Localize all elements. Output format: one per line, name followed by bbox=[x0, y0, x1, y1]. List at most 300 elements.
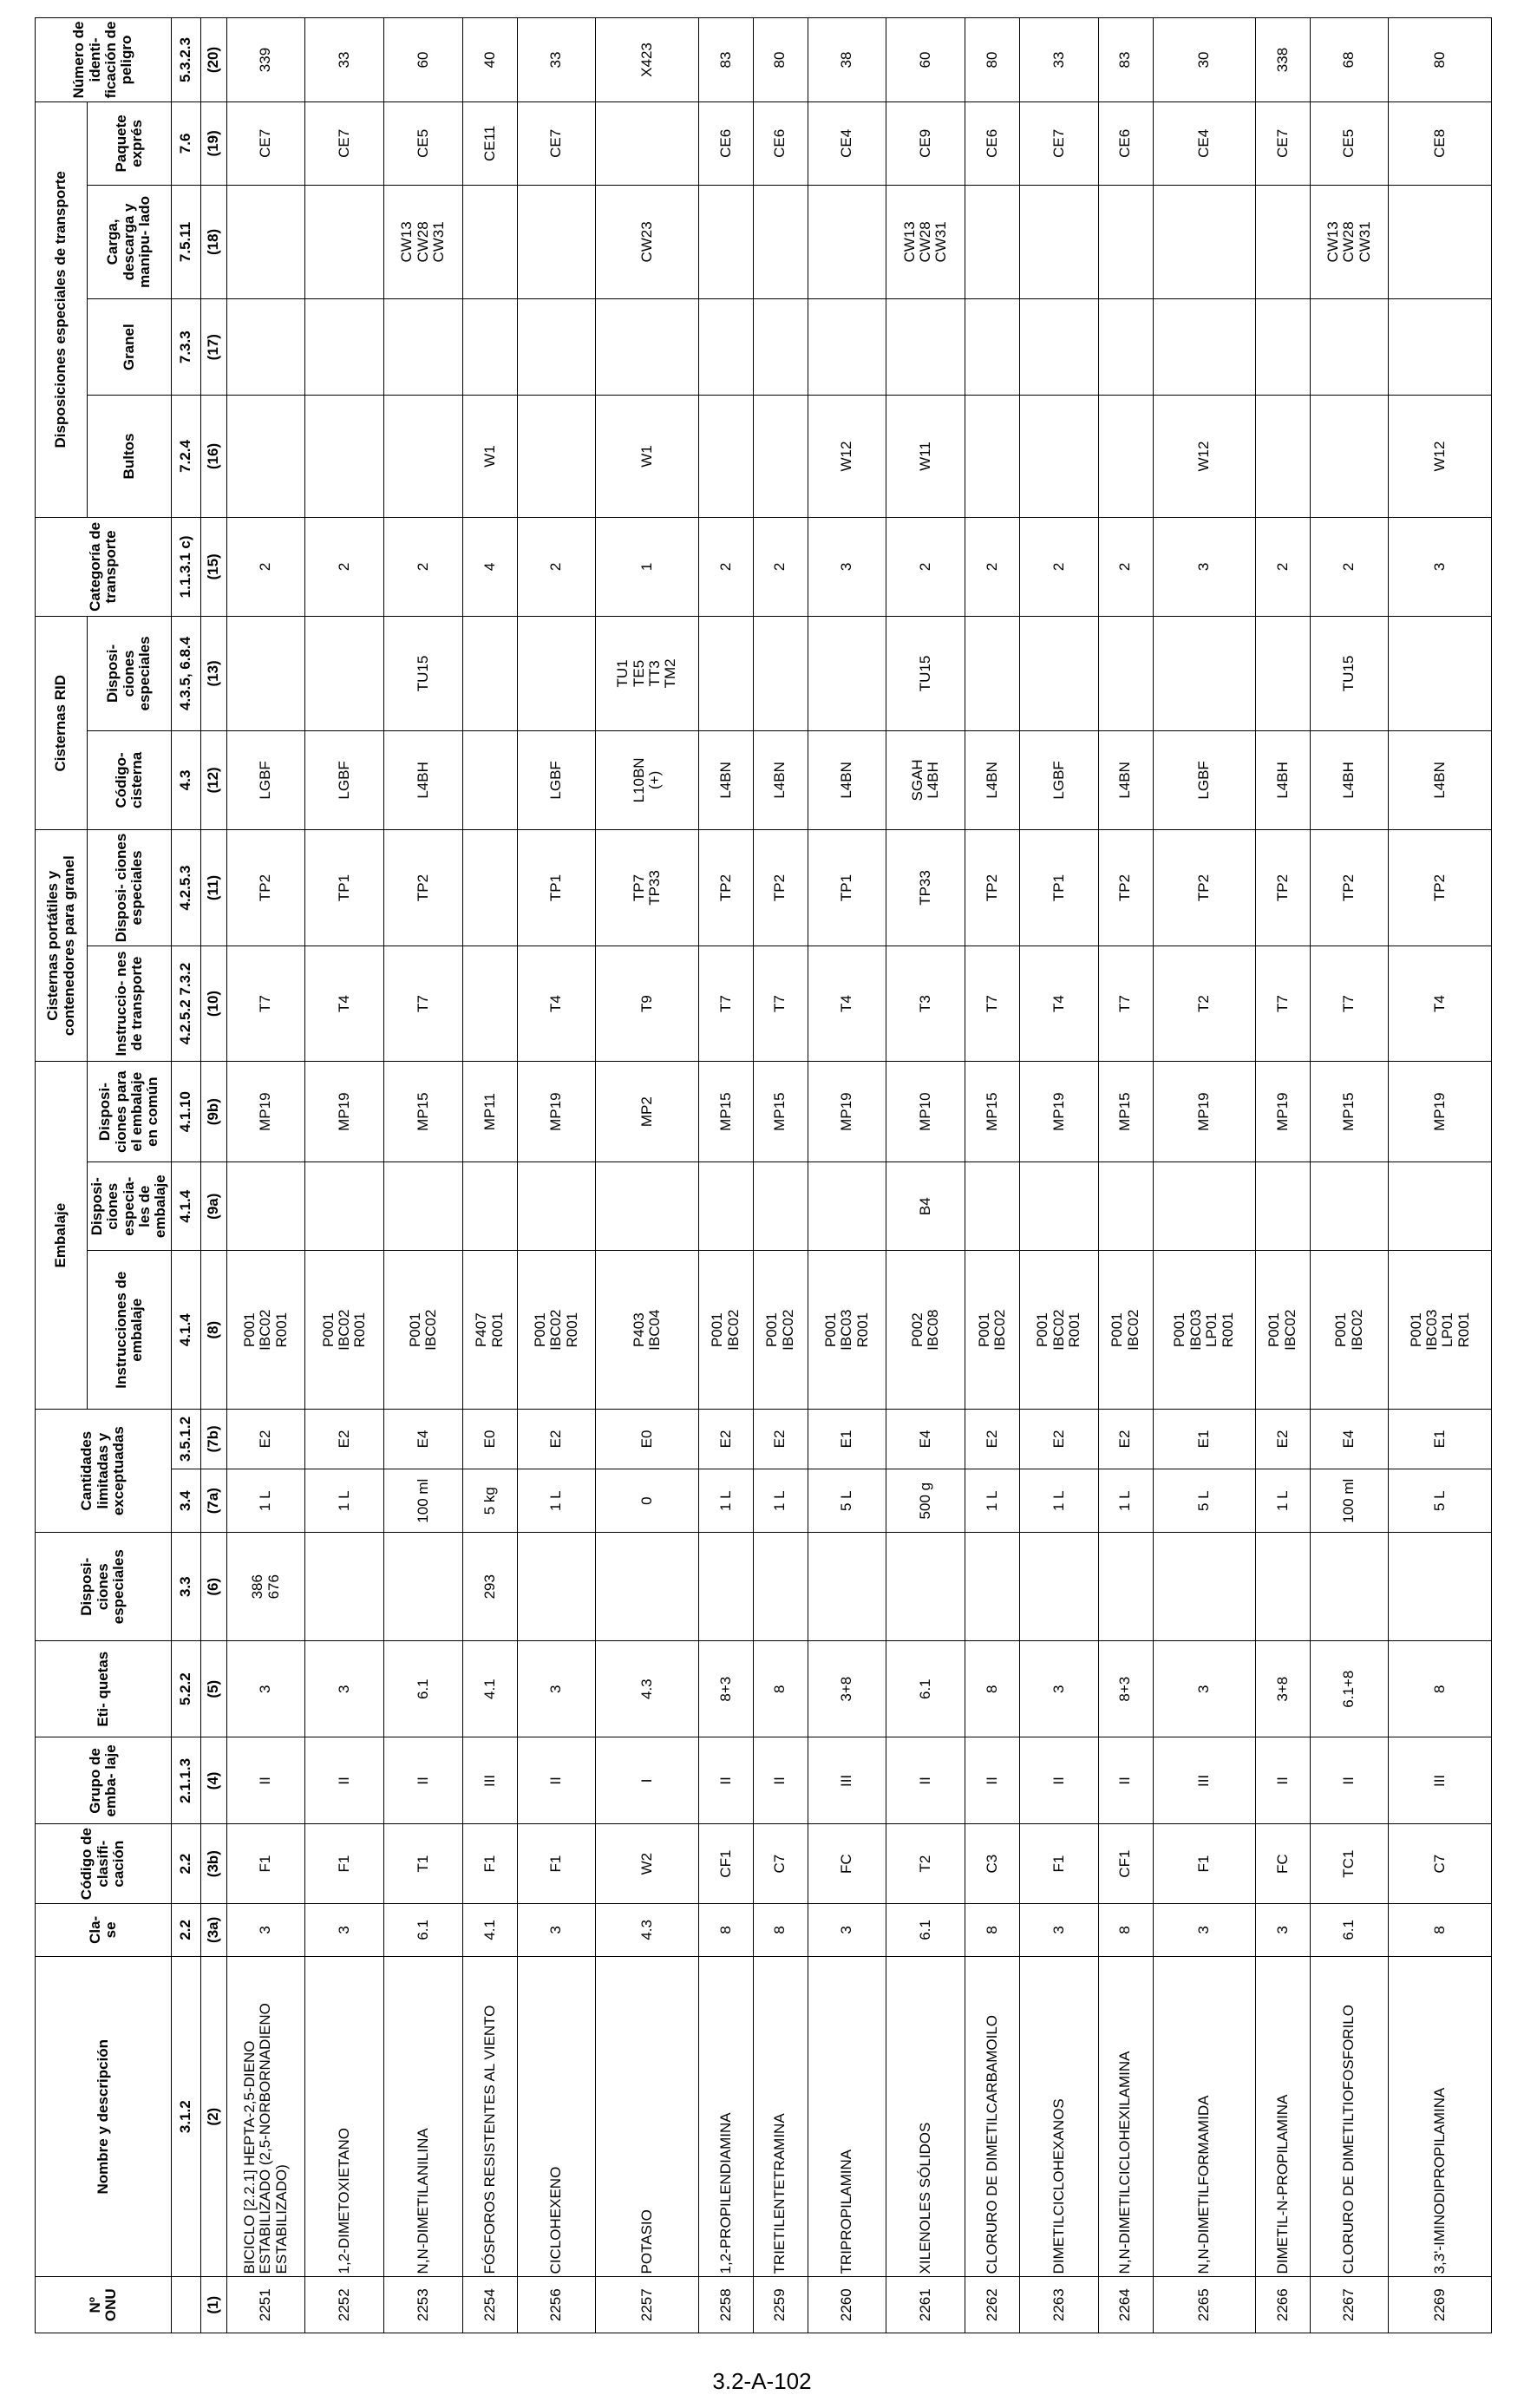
table-cell: E2 bbox=[1098, 1409, 1153, 1469]
table-cell bbox=[1310, 396, 1389, 517]
table-cell: 2 bbox=[1255, 517, 1310, 617]
table-cell: CE11 bbox=[462, 101, 517, 185]
column-number-cell: (3a) bbox=[200, 1903, 226, 1956]
table-cell: 2 bbox=[1019, 517, 1098, 617]
table-cell: X423 bbox=[596, 18, 698, 102]
table-cell: TP1 bbox=[808, 830, 886, 946]
table-cell: III bbox=[1389, 1737, 1492, 1824]
ref-cell: 7.5.11 bbox=[171, 185, 200, 298]
table-cell: F1 bbox=[517, 1824, 596, 1903]
table-cell: 33 bbox=[1019, 18, 1098, 102]
table-cell: 4 bbox=[462, 517, 517, 617]
ref-cell: 1.1.3.1 c) bbox=[171, 517, 200, 617]
table-cell bbox=[808, 617, 886, 730]
table-cell bbox=[965, 1533, 1019, 1641]
table-cell bbox=[462, 185, 517, 298]
table-cell: TU1 TE5 TT3 TM2 bbox=[596, 617, 698, 730]
table-cell: MP19 bbox=[305, 1062, 384, 1162]
table-cell: 2261 bbox=[886, 2277, 965, 2333]
table-cell bbox=[462, 617, 517, 730]
column-number-cell: (15) bbox=[200, 517, 226, 617]
table-cell: TP2 bbox=[384, 830, 463, 946]
table-cell: P001 IBC02 R001 bbox=[305, 1251, 384, 1410]
table-cell: 6.1 bbox=[1310, 1903, 1389, 1956]
table-cell: CW13 CW28 CW31 bbox=[886, 185, 965, 298]
table-cell: 3 bbox=[517, 1903, 596, 1956]
table-cell: E4 bbox=[1310, 1409, 1389, 1469]
table-cell: T7 bbox=[1310, 946, 1389, 1062]
table-cell: CE9 bbox=[886, 101, 965, 185]
table-cell: 6.1 bbox=[384, 1903, 463, 1956]
table-cell: CE8 bbox=[1389, 101, 1492, 185]
table-cell: 8 bbox=[1389, 1641, 1492, 1737]
table-cell: LGBF bbox=[226, 730, 305, 830]
table-cell: P001 IBC02 R001 bbox=[1019, 1251, 1098, 1410]
table-cell: 3+8 bbox=[1255, 1641, 1310, 1737]
table-cell: 8+3 bbox=[1098, 1641, 1153, 1737]
table-cell: E4 bbox=[384, 1409, 463, 1469]
table-cell bbox=[808, 1533, 886, 1641]
ref-cell: 2.2 bbox=[171, 1824, 200, 1903]
table-cell: CE7 bbox=[1255, 101, 1310, 185]
table-cell: LGBF bbox=[305, 730, 384, 830]
table-cell: SGAH L4BH bbox=[886, 730, 965, 830]
table-cell: TP1 bbox=[1019, 830, 1098, 946]
table-cell: 1,2-PROPILENDIAMINA bbox=[698, 1956, 753, 2277]
table-cell: MP15 bbox=[1098, 1062, 1153, 1162]
table-row bbox=[1019, 18, 1098, 2333]
column-number-cell: (18) bbox=[200, 185, 226, 298]
table-cell: TP2 bbox=[1153, 830, 1255, 946]
table-cell: 2263 bbox=[1019, 2277, 1098, 2333]
table-cell: T7 bbox=[384, 946, 463, 1062]
table-cell: F1 bbox=[226, 1824, 305, 1903]
table-cell: CW13 CW28 CW31 bbox=[384, 185, 463, 298]
table-cell bbox=[1389, 1533, 1492, 1641]
table-cell: 1 L bbox=[1255, 1469, 1310, 1532]
table-cell bbox=[226, 396, 305, 517]
table-cell: P001 IBC02 R001 bbox=[517, 1251, 596, 1410]
table-cell: MP19 bbox=[808, 1062, 886, 1162]
column-number-cell: (1) bbox=[200, 2277, 226, 2333]
table-cell: II bbox=[1019, 1737, 1098, 1824]
table-cell: II bbox=[1310, 1737, 1389, 1824]
table-cell: T4 bbox=[808, 946, 886, 1062]
table-cell bbox=[1098, 396, 1153, 517]
table-cell: TU15 bbox=[1310, 617, 1389, 730]
table-cell: W12 bbox=[1389, 396, 1492, 517]
table-cell: T4 bbox=[1019, 946, 1098, 1062]
table-cell: 2 bbox=[1310, 517, 1389, 617]
table-cell bbox=[1153, 299, 1255, 396]
table-row bbox=[698, 18, 753, 2333]
table-cell: L4BN bbox=[753, 730, 808, 830]
table-cell: 2257 bbox=[596, 2277, 698, 2333]
table-cell: 6.1 bbox=[886, 1641, 965, 1737]
table-cell bbox=[305, 396, 384, 517]
table-cell: 4.1 bbox=[462, 1641, 517, 1737]
table-cell: L4BN bbox=[808, 730, 886, 830]
header-transport-provisions: Disposiciones especiales de transporte bbox=[36, 101, 88, 517]
table-cell: E0 bbox=[462, 1409, 517, 1469]
table-cell: 2262 bbox=[965, 2277, 1019, 2333]
table-cell: P001 IBC02 bbox=[965, 1251, 1019, 1410]
table-cell bbox=[517, 1162, 596, 1251]
table-cell bbox=[384, 396, 463, 517]
table-cell: 2 bbox=[698, 517, 753, 617]
table-cell: II bbox=[384, 1737, 463, 1824]
table-cell bbox=[965, 1162, 1019, 1251]
table-cell: 3 bbox=[808, 517, 886, 617]
table-cell bbox=[596, 299, 698, 396]
header-packing-special: Disposi- ciones especia- les de embalaje bbox=[88, 1162, 172, 1251]
header-tank-code: Código- cisterna bbox=[88, 730, 172, 830]
ref-cell: 4.1.4 bbox=[171, 1251, 200, 1410]
table-cell bbox=[1098, 1162, 1153, 1251]
table-cell bbox=[1389, 299, 1492, 396]
table-cell bbox=[517, 185, 596, 298]
table-cell: 8 bbox=[753, 1903, 808, 1956]
table-cell: 500 g bbox=[886, 1469, 965, 1532]
table-cell bbox=[965, 396, 1019, 517]
ref-cell: 4.2.5.3 bbox=[171, 830, 200, 946]
table-cell: 2 bbox=[753, 517, 808, 617]
table-cell: 2251 bbox=[226, 2277, 305, 2333]
table-cell: 2260 bbox=[808, 2277, 886, 2333]
table-cell bbox=[1310, 1162, 1389, 1251]
table-cell: P001 IBC03 LP01 R001 bbox=[1389, 1251, 1492, 1410]
header-packing-instructions: Instrucciones de embalaje bbox=[88, 1251, 172, 1410]
table-cell: 80 bbox=[1389, 18, 1492, 102]
table-cell bbox=[1255, 1162, 1310, 1251]
table-cell: E0 bbox=[596, 1409, 698, 1469]
table-cell bbox=[226, 617, 305, 730]
header-name: Nombre y descripción bbox=[36, 1956, 172, 2277]
table-cell bbox=[1019, 299, 1098, 396]
table-cell: 5 L bbox=[1153, 1469, 1255, 1532]
table-cell: 2267 bbox=[1310, 2277, 1389, 2333]
table-cell: W11 bbox=[886, 396, 965, 517]
table-cell bbox=[1019, 396, 1098, 517]
table-cell bbox=[462, 946, 517, 1062]
table-cell bbox=[1019, 1533, 1098, 1641]
table-row bbox=[596, 18, 698, 2333]
table-cell bbox=[698, 185, 753, 298]
table-cell: F1 bbox=[462, 1824, 517, 1903]
table-cell bbox=[517, 299, 596, 396]
table-cell: E2 bbox=[965, 1409, 1019, 1469]
table-row bbox=[462, 18, 517, 2333]
table-cell: C7 bbox=[1389, 1824, 1492, 1903]
table-cell: 5 L bbox=[1389, 1469, 1492, 1532]
table-row bbox=[1389, 18, 1492, 2333]
table-cell: 6.1 bbox=[886, 1903, 965, 1956]
table-cell: CE5 bbox=[1310, 101, 1389, 185]
table-cell: CE7 bbox=[305, 101, 384, 185]
table-cell: 1 L bbox=[226, 1469, 305, 1532]
table-cell: 1,2-DIMETOXIETANO bbox=[305, 1956, 384, 2277]
table-cell: DIMETILCICLOHEXANOS bbox=[1019, 1956, 1098, 2277]
table-cell bbox=[808, 1162, 886, 1251]
table-cell: TP1 bbox=[517, 830, 596, 946]
table-cell: 4.1 bbox=[462, 1903, 517, 1956]
table-cell: TP2 bbox=[965, 830, 1019, 946]
table-cell: T4 bbox=[517, 946, 596, 1062]
ref-cell: 3.5.1.2 bbox=[171, 1409, 200, 1469]
table-cell bbox=[1153, 1533, 1255, 1641]
table-cell: 2 bbox=[517, 517, 596, 617]
table-cell: N,N-DIMETILCICLOHEXILAMINA bbox=[1098, 1956, 1153, 2277]
table-cell: MP11 bbox=[462, 1062, 517, 1162]
column-number-cell: (9b) bbox=[200, 1062, 226, 1162]
table-cell: 3 bbox=[1153, 517, 1255, 617]
table-cell: 2 bbox=[1098, 517, 1153, 617]
table-cell bbox=[808, 299, 886, 396]
table-cell: 83 bbox=[1098, 18, 1153, 102]
table-cell bbox=[305, 617, 384, 730]
table-cell bbox=[1255, 299, 1310, 396]
table-cell: MP19 bbox=[1255, 1062, 1310, 1162]
table-cell: MP15 bbox=[965, 1062, 1019, 1162]
table-row bbox=[753, 18, 808, 2333]
table-cell bbox=[698, 1533, 753, 1641]
table-cell: L4BH bbox=[384, 730, 463, 830]
column-number-cell: (11) bbox=[200, 830, 226, 946]
table-cell: 3 bbox=[517, 1641, 596, 1737]
ref-cell: 4.1.10 bbox=[171, 1062, 200, 1162]
header-hazard-number: Número de identi- ficación de peligro bbox=[36, 18, 172, 102]
column-number-cell: (5) bbox=[200, 1641, 226, 1737]
table-cell: XILENOLES SÓLIDOS bbox=[886, 1956, 965, 2277]
table-cell: 1 L bbox=[305, 1469, 384, 1532]
table-cell: MP10 bbox=[886, 1062, 965, 1162]
table-cell bbox=[698, 617, 753, 730]
table-cell: T2 bbox=[1153, 946, 1255, 1062]
table-cell: 68 bbox=[1310, 18, 1389, 102]
table-cell: T7 bbox=[965, 946, 1019, 1062]
column-number-cell: (8) bbox=[200, 1251, 226, 1410]
table-cell: 2253 bbox=[384, 2277, 463, 2333]
table-cell: LGBF bbox=[517, 730, 596, 830]
table-cell: CW13 CW28 CW31 bbox=[1310, 185, 1389, 298]
table-cell bbox=[305, 1533, 384, 1641]
header-un: Nº ONU bbox=[36, 2277, 172, 2333]
table-cell: TP2 bbox=[226, 830, 305, 946]
table-cell: 100 ml bbox=[1310, 1469, 1389, 1532]
table-cell: 3 bbox=[1255, 1903, 1310, 1956]
table-cell: 2 bbox=[965, 517, 1019, 617]
table-cell: CW23 bbox=[596, 185, 698, 298]
table-cell: FC bbox=[1255, 1824, 1310, 1903]
column-number-cell: (16) bbox=[200, 396, 226, 517]
table-cell bbox=[808, 185, 886, 298]
table-cell: 386 676 bbox=[226, 1533, 305, 1641]
table-cell: LGBF bbox=[1019, 730, 1098, 830]
table-cell: C3 bbox=[965, 1824, 1019, 1903]
table-cell: L4BH bbox=[1255, 730, 1310, 830]
table-cell: 33 bbox=[305, 18, 384, 102]
header-limited-quantities: Cantidades limitadas y exceptuadas bbox=[36, 1409, 172, 1532]
header-classification-code: Código de clasifi- cación bbox=[36, 1824, 172, 1903]
table-cell: F1 bbox=[1153, 1824, 1255, 1903]
table-cell bbox=[1255, 185, 1310, 298]
table-cell bbox=[753, 185, 808, 298]
ref-cell: 7.3.3 bbox=[171, 299, 200, 396]
table-cell: 8 bbox=[965, 1641, 1019, 1737]
table-cell: II bbox=[517, 1737, 596, 1824]
table-cell bbox=[698, 299, 753, 396]
table-cell: TRIETILENTETRAMINA bbox=[753, 1956, 808, 2277]
table-cell bbox=[305, 185, 384, 298]
table-cell: P001 IBC02 bbox=[384, 1251, 463, 1410]
table-row bbox=[384, 18, 463, 2333]
header-rid-special: Disposi- ciones especiales bbox=[88, 617, 172, 730]
dangerous-goods-table bbox=[35, 17, 1492, 2333]
table-cell: 2252 bbox=[305, 2277, 384, 2333]
table-cell: 60 bbox=[886, 18, 965, 102]
table-row bbox=[1098, 18, 1153, 2333]
table-cell: 3 bbox=[1153, 1903, 1255, 1956]
table-cell bbox=[226, 185, 305, 298]
table-row bbox=[1255, 18, 1310, 2333]
table-cell: MP15 bbox=[753, 1062, 808, 1162]
table-row bbox=[226, 18, 305, 2333]
table-cell bbox=[596, 1162, 698, 1251]
table-cell: TU15 bbox=[886, 617, 965, 730]
column-number-cell: (12) bbox=[200, 730, 226, 830]
table-cell bbox=[1310, 1533, 1389, 1641]
table-cell: CF1 bbox=[698, 1824, 753, 1903]
table-cell: 3 bbox=[1153, 1641, 1255, 1737]
table-cell: P001 IBC03 LP01 R001 bbox=[1153, 1251, 1255, 1410]
table-cell: MP19 bbox=[1153, 1062, 1255, 1162]
table-cell: E2 bbox=[517, 1409, 596, 1469]
table-cell: E2 bbox=[226, 1409, 305, 1469]
table-cell bbox=[1098, 617, 1153, 730]
table-cell: T3 bbox=[886, 946, 965, 1062]
table-cell: E2 bbox=[698, 1409, 753, 1469]
table-cell: T7 bbox=[698, 946, 753, 1062]
table-cell: FC bbox=[808, 1824, 886, 1903]
table-cell bbox=[753, 617, 808, 730]
table-cell: II bbox=[1255, 1737, 1310, 1824]
table-cell: W1 bbox=[596, 396, 698, 517]
table-cell bbox=[965, 299, 1019, 396]
table-cell bbox=[1153, 617, 1255, 730]
table-cell: CE4 bbox=[808, 101, 886, 185]
ref-cell: 3.1.2 bbox=[171, 1956, 200, 2277]
table-cell: T9 bbox=[596, 946, 698, 1062]
table-cell: E1 bbox=[1153, 1409, 1255, 1469]
table-cell: II bbox=[965, 1737, 1019, 1824]
ref-cell: 4.3.5, 6.8.4 bbox=[171, 617, 200, 730]
table-cell: 1 L bbox=[753, 1469, 808, 1532]
table-cell bbox=[596, 101, 698, 185]
table-cell: F1 bbox=[1019, 1824, 1098, 1903]
table-cell: C7 bbox=[753, 1824, 808, 1903]
table-cell: 339 bbox=[226, 18, 305, 102]
table-cell: CE6 bbox=[753, 101, 808, 185]
table-cell: N,N-DIMETILFORMAMIDA bbox=[1153, 1956, 1255, 2277]
column-number-cell: (7a) bbox=[200, 1469, 226, 1532]
table-cell bbox=[753, 299, 808, 396]
table-cell: 1 L bbox=[1019, 1469, 1098, 1532]
table-cell bbox=[886, 299, 965, 396]
table-cell: MP15 bbox=[698, 1062, 753, 1162]
table-cell: 5 kg bbox=[462, 1469, 517, 1532]
table-cell: 2 bbox=[886, 517, 965, 617]
table-cell bbox=[1098, 1533, 1153, 1641]
table-row bbox=[305, 18, 384, 2333]
table-cell: TP2 bbox=[1389, 830, 1492, 946]
table-cell: 293 bbox=[462, 1533, 517, 1641]
table-cell: 8 bbox=[1389, 1903, 1492, 1956]
table-cell: 1 L bbox=[965, 1469, 1019, 1532]
table-cell: FÓSFOROS RESISTENTES AL VIENTO bbox=[462, 1956, 517, 2277]
table-cell: E2 bbox=[1019, 1409, 1098, 1469]
table-cell bbox=[462, 299, 517, 396]
table-cell: II bbox=[1098, 1737, 1153, 1824]
header-rid-tanks: Cisternas RID bbox=[36, 617, 88, 830]
table-cell: II bbox=[753, 1737, 808, 1824]
table-cell: T2 bbox=[886, 1824, 965, 1903]
ref-cell: 2.2 bbox=[171, 1903, 200, 1956]
table-cell bbox=[1019, 617, 1098, 730]
table-cell: CE6 bbox=[698, 101, 753, 185]
table-cell: 1 L bbox=[1098, 1469, 1153, 1532]
table-cell: P001 IBC02 bbox=[1310, 1251, 1389, 1410]
table-cell bbox=[226, 299, 305, 396]
reference-row bbox=[171, 18, 200, 2333]
table-cell: T7 bbox=[1255, 946, 1310, 1062]
table-cell bbox=[462, 730, 517, 830]
table-cell: L10BN (+) bbox=[596, 730, 698, 830]
table-cell: POTASIO bbox=[596, 1956, 698, 2277]
table-cell bbox=[596, 1533, 698, 1641]
table-cell: 3 bbox=[1389, 517, 1492, 617]
table-cell: E1 bbox=[808, 1409, 886, 1469]
header-transport-instructions: Instruccio- nes de transporte bbox=[88, 946, 172, 1062]
table-cell: 60 bbox=[384, 18, 463, 102]
table-cell: E1 bbox=[1389, 1409, 1492, 1469]
table-cell bbox=[462, 1162, 517, 1251]
header-transport-category: Categoría de transporte bbox=[36, 517, 172, 617]
table-cell: 3 bbox=[226, 1641, 305, 1737]
table-cell: E2 bbox=[753, 1409, 808, 1469]
table-cell: 3,3'-IMINODIPROPILAMINA bbox=[1389, 1956, 1492, 2277]
table-cell: TP33 bbox=[886, 830, 965, 946]
table-cell: 38 bbox=[808, 18, 886, 102]
ref-cell: 4.3 bbox=[171, 730, 200, 830]
table-cell: 4.3 bbox=[596, 1641, 698, 1737]
table-cell: 30 bbox=[1153, 18, 1255, 102]
table-cell: 2 bbox=[226, 517, 305, 617]
table-cell: T4 bbox=[1389, 946, 1492, 1062]
table-cell: N,N-DIMETILANILINA bbox=[384, 1956, 463, 2277]
column-number-cell: (9a) bbox=[200, 1162, 226, 1251]
table-cell: T7 bbox=[1098, 946, 1153, 1062]
header-tank-special: Disposi- ciones especiales bbox=[88, 830, 172, 946]
table-cell: 5 L bbox=[808, 1469, 886, 1532]
table-cell bbox=[1019, 1162, 1098, 1251]
column-number-cell: (7b) bbox=[200, 1409, 226, 1469]
table-cell bbox=[965, 185, 1019, 298]
table-cell bbox=[1389, 1162, 1492, 1251]
table-row bbox=[965, 18, 1019, 2333]
table-cell: P001 IBC02 bbox=[1098, 1251, 1153, 1410]
table-cell: TP7 TP33 bbox=[596, 830, 698, 946]
table-cell bbox=[965, 617, 1019, 730]
